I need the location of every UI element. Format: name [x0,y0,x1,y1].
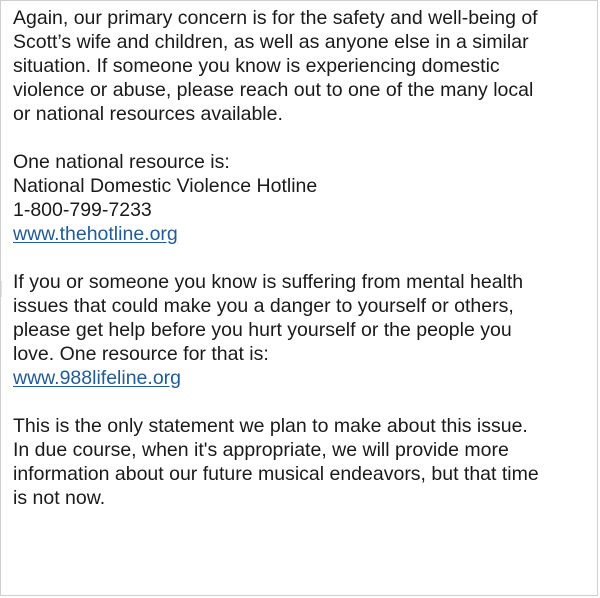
paragraph-mental-health [13,270,593,390]
hotline-link-line [13,222,593,246]
text-line: love. One resource for that is: [13,343,269,365]
text-line: Scott’s wife and children, as well as anyone else in a similar [13,31,529,53]
lifeline-link-line [13,366,593,390]
text-line: This is the only statement we plan to make about this issue. [13,415,528,437]
resource-intro: One national resource is: [13,151,230,173]
text-line: please get help before you hurt yourself or the people you [13,319,512,341]
lifeline-link[interactable]: www.988lifeline.org [13,367,182,389]
page-edge-mark [1,281,8,297]
text-line: If you or someone you know is suffering from mental health [13,271,524,293]
text-line: is not now. [13,487,106,509]
statement-body [13,6,593,534]
paragraph-closing [13,414,593,510]
text-line: situation. If someone you know is experiencing domestic [13,55,500,77]
text-line: information about our future musical endeavors, but that time [13,463,539,485]
text-line: or national resources available. [13,103,283,125]
text-line: violence or abuse, please reach out to one of the many local [13,79,534,101]
paragraph-concern [13,6,593,126]
text-line: In due course, when it's appropriate, we will provide more [13,439,509,461]
hotline-name: National Domestic Violence Hotline [13,175,318,197]
text-line: issues that could make you a danger to yourself or others, [13,295,514,317]
text-line: Again, our primary concern is for the safety and well-being of [13,7,538,29]
hotline-phone: 1-800-799-7233 [13,199,152,221]
paragraph-hotline [13,150,593,246]
hotline-link[interactable]: www.thehotline.org [13,223,178,245]
